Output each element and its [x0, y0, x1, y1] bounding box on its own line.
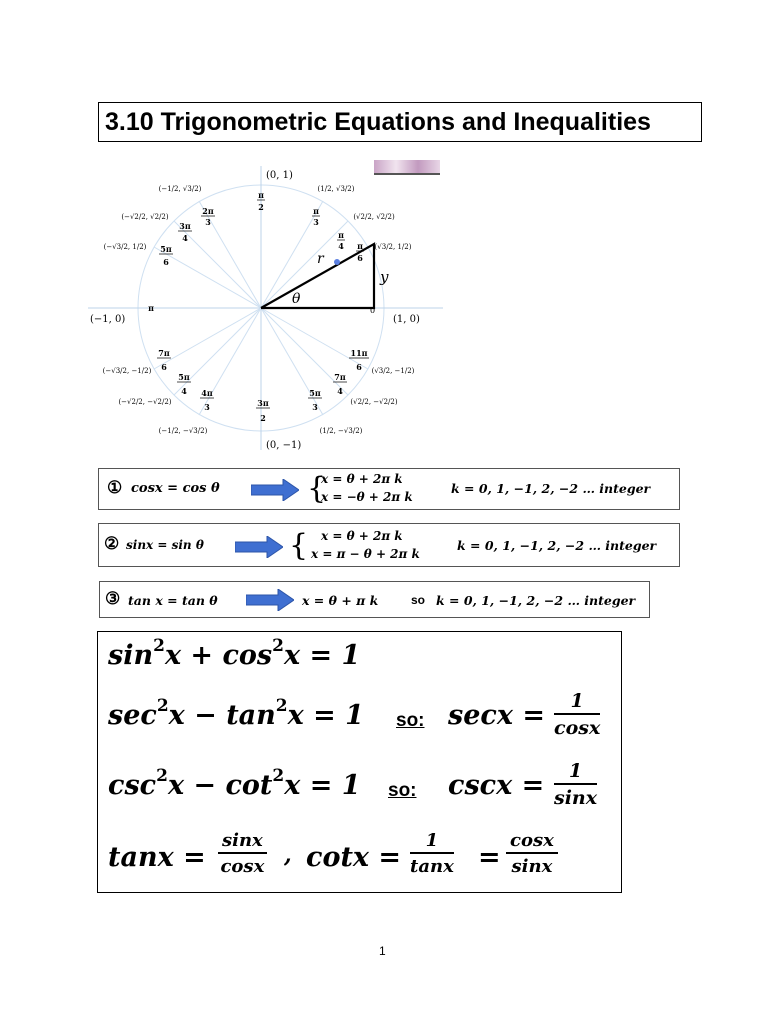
svg-text:5π: 5π [309, 388, 321, 398]
id4-eq: = [478, 842, 501, 873]
id3-sup1: 2 [156, 766, 168, 786]
identity-pythagorean [108, 636, 361, 671]
svg-text:4: 4 [181, 386, 187, 396]
svg-text:6: 6 [356, 362, 362, 372]
arrow-icon [235, 536, 283, 558]
id4-lhs2: cotx = [306, 842, 402, 873]
id4-f2num: 1 [410, 830, 454, 854]
point-left: (−1, 0) [90, 314, 126, 325]
arrow-icon [251, 479, 299, 501]
id1-a: sin [108, 640, 154, 671]
svg-text:π: π [313, 206, 319, 216]
eq1-lhs-number: ① [107, 478, 123, 498]
id4-fraction-1 [218, 830, 267, 877]
svg-text:4: 4 [338, 241, 344, 251]
eq2-k: k = 0, 1, −1, 2, −2 … integer [457, 538, 657, 553]
id4-lhs: tanx = [108, 842, 206, 873]
svg-text:π: π [357, 241, 363, 251]
identities-box [97, 631, 622, 893]
svg-text:(−√2/2, √2/2): (−√2/2, √2/2) [121, 213, 169, 221]
svg-text:2: 2 [258, 202, 264, 212]
svg-text:7π: 7π [334, 372, 346, 382]
id2-so: so: [396, 710, 425, 731]
id3-lhs: cscx = [448, 770, 545, 801]
svg-text:(−√3/2, 1/2): (−√3/2, 1/2) [103, 243, 147, 251]
eq1-sol2: x = −θ + 2π k [321, 490, 413, 504]
eq1-sol1: x = θ + 2π k [321, 472, 403, 486]
id4-f2den: tanx [410, 856, 454, 877]
id3-so: so: [388, 780, 417, 801]
id1-sup1: 2 [153, 636, 165, 656]
svg-text:π: π [148, 303, 154, 313]
svg-text:(−√3/2, −1/2): (−√3/2, −1/2) [102, 367, 152, 375]
svg-text:π: π [338, 230, 344, 240]
id3-sup2: 2 [272, 766, 285, 786]
eq1-brace: { [307, 471, 327, 506]
id3-den: sinx [554, 787, 598, 809]
id3-b: x − cot [167, 770, 273, 801]
eq2-brace: { [289, 528, 309, 563]
id2-b: x − tan [168, 700, 276, 731]
label-theta: θ [292, 291, 301, 307]
svg-text:(−1/2, √3/2): (−1/2, √3/2) [158, 185, 202, 193]
equation-box-tan [99, 581, 650, 618]
svg-text:(−√2/2, −√2/2): (−√2/2, −√2/2) [118, 398, 172, 406]
id3-a: csc [108, 770, 157, 801]
arrow-icon [246, 589, 294, 611]
svg-text:(√2/2, √2/2): (√2/2, √2/2) [353, 213, 395, 221]
id3-fraction [554, 760, 597, 809]
id2-fraction [554, 690, 600, 739]
unit-circle-diagram [88, 158, 448, 458]
svg-text:(√3/2, 1/2): (√3/2, 1/2) [374, 243, 412, 251]
id1-b: x + cos [164, 640, 273, 671]
svg-text:4: 4 [182, 233, 188, 243]
svg-text:6: 6 [163, 257, 169, 267]
svg-text:11π: 11π [350, 348, 368, 358]
id2-a: sec [108, 700, 157, 731]
eq2-sol1: x = θ + 2π k [321, 529, 403, 543]
title-box [98, 102, 702, 142]
eq1-lhs: cosx = cos θ [131, 481, 220, 496]
equation-box-sin [98, 523, 680, 567]
svg-text:4: 4 [337, 386, 343, 396]
svg-text:(−1/2, −√3/2): (−1/2, −√3/2) [158, 427, 208, 435]
page-number: 1 [379, 944, 386, 958]
svg-text:2π: 2π [202, 206, 214, 216]
identity-csc-cot [108, 766, 361, 801]
id4-f3num: cosx [506, 830, 558, 854]
id1-c: x = 1 [283, 640, 361, 671]
eq3-so: so [411, 593, 426, 607]
svg-text:(√2/2, −√2/2): (√2/2, −√2/2) [350, 398, 398, 406]
id1-sup2: 2 [272, 636, 284, 656]
svg-text:3: 3 [312, 402, 318, 412]
eq3-lhs: tan x = tan θ [128, 593, 218, 608]
label-y: y [380, 268, 389, 286]
svg-text:2: 2 [260, 413, 266, 423]
svg-text:(√3/2, −1/2): (√3/2, −1/2) [371, 367, 415, 375]
id3-c: x = 1 [284, 770, 361, 801]
svg-text:5π: 5π [178, 372, 190, 382]
svg-text:4π: 4π [201, 388, 213, 398]
id4-comma: , [284, 842, 292, 868]
eq3-lhs-number: ③ [105, 589, 121, 609]
id2-c: x = 1 [287, 700, 364, 731]
svg-text:π: π [258, 190, 264, 200]
svg-text:5π: 5π [160, 244, 172, 254]
id3-num: 1 [554, 760, 597, 785]
id2-lhs: secx = [448, 700, 545, 731]
svg-text:3: 3 [205, 217, 211, 227]
id4-fraction-2 [410, 830, 454, 877]
id2-num: 1 [554, 690, 600, 715]
svg-text:(1/2, √3/2): (1/2, √3/2) [317, 185, 355, 193]
svg-text:6: 6 [161, 362, 167, 372]
id4-f1den: cosx [220, 856, 265, 877]
identity-sec-tan [108, 696, 364, 731]
equation-box-cos [98, 468, 680, 510]
eq3-k: k = 0, 1, −1, 2, −2 … integer [436, 593, 636, 608]
label-r: r [317, 251, 324, 267]
eq2-sol2: x = π − θ + 2π k [311, 547, 420, 561]
svg-text:3: 3 [204, 402, 210, 412]
svg-text:3π: 3π [179, 221, 191, 231]
label-zero: 0 [370, 306, 376, 315]
eq1-k: k = 0, 1, −1, 2, −2 … integer [451, 481, 651, 496]
point-right: (1, 0) [393, 314, 420, 325]
eq3-sol: x = θ + π k [302, 593, 379, 608]
eq2-lhs: sinx = sin θ [126, 538, 204, 552]
point-bottom: (0, −1) [266, 440, 302, 451]
id2-den: cosx [554, 717, 601, 739]
page-title: 3.10 Trigonometric Equations and Inequalities [105, 108, 651, 136]
svg-text:6: 6 [357, 253, 363, 263]
id4-f3den: sinx [511, 856, 553, 877]
id2-sup2: 2 [275, 696, 288, 716]
eq2-lhs-number: ② [104, 534, 120, 554]
point-top: (0, 1) [266, 170, 293, 181]
svg-text:7π: 7π [158, 348, 170, 358]
id4-f1num: sinx [218, 830, 267, 854]
svg-text:3: 3 [313, 217, 319, 227]
id2-sup1: 2 [156, 696, 169, 716]
svg-text:3π: 3π [257, 398, 269, 408]
id4-fraction-3 [506, 830, 558, 877]
svg-text:(1/2, −√3/2): (1/2, −√3/2) [319, 427, 363, 435]
